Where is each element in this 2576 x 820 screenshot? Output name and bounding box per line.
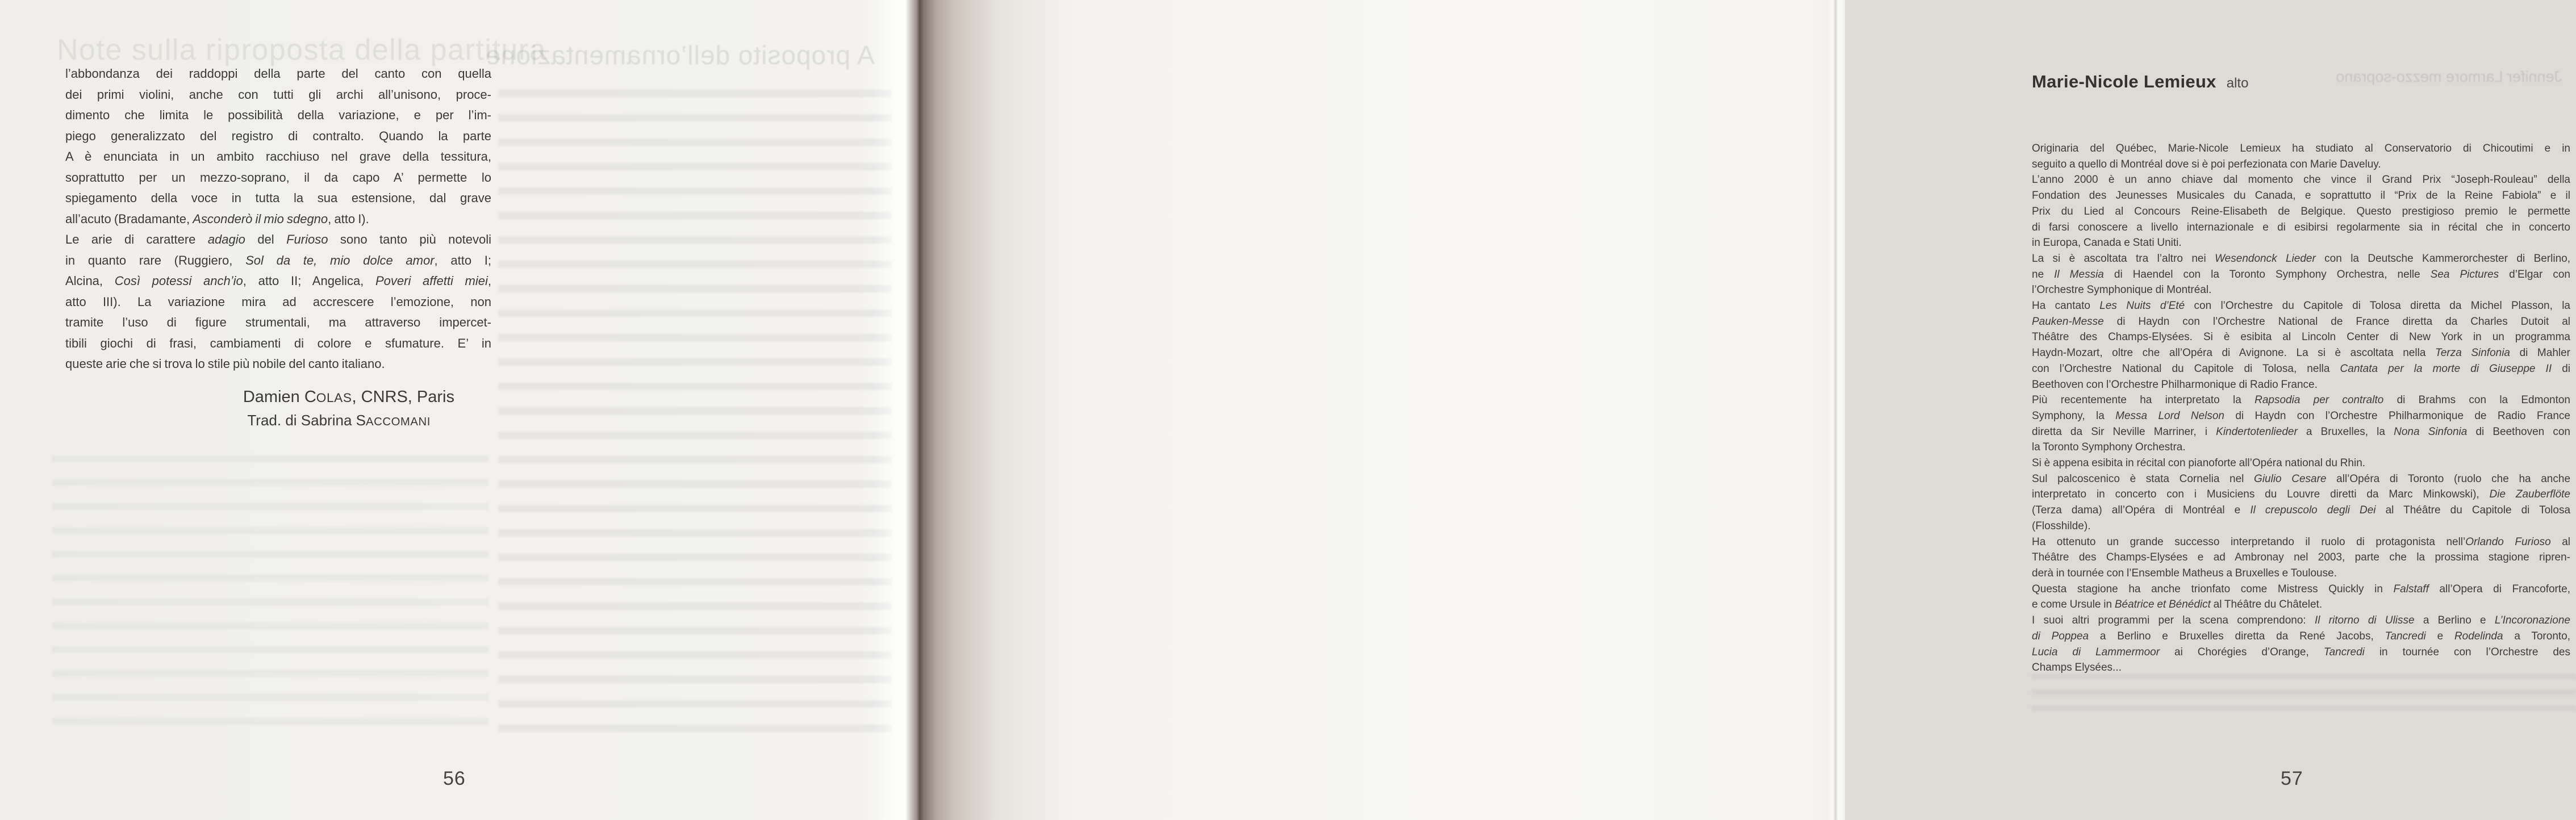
artist-name: Marie-Nicole Lemieux (2032, 72, 2216, 91)
text-line: Si è appena esibita in récital con pianoforte all’Opéra national du Rhin. (2032, 457, 2366, 470)
bleedthrough-lines-bottom-left (52, 455, 489, 737)
page-number-right: 57 (2281, 768, 2303, 789)
text-line: diretta da Sir Neville Marriner, i Kindertotenlieder a Bruxelles, la Nona Sinfonia di Beethoven con (2032, 425, 2570, 438)
bleedthrough-lines-under-text (2032, 673, 2576, 711)
text-line: dimento che limita le possibilità della variazione, e per l’im- (65, 108, 491, 122)
text-line: Symphony, la Messa Lord Nelson di Haydn con l’Orchestre Philharmonique de Radio France (2032, 409, 2570, 422)
text-line: ne Il Messia di Haendel con la Toronto Symphony Orchestra, nelle Sea Pictures d’Elgar con (2032, 268, 2570, 281)
text-line: seguito a quello di Montréal dove si è poi perfezionata con Marie Daveluy. (2032, 158, 2381, 170)
text-line: Fondation des Jeunesses Musicales du Canada, e soprattutto il “Prix de la Reine Fabiola” e il (2032, 190, 2570, 202)
text-line: in Europa, Canada e Stati Uniti. (2032, 237, 2182, 249)
bleedthrough-lines-right-column (499, 90, 892, 737)
text-line: Più recentemente ha interpretato la Rapsodia per contralto di Brahms con la Edmonton (2032, 394, 2571, 407)
ghost-title-bleedthrough: Note sulla riproposta della partitura (57, 34, 546, 66)
text-line: Champs Elysées... (2032, 662, 2122, 674)
text-line: Théâtre des Champs-Elysées. Si è esibita al Lincoln Center di New York in un programma (2032, 331, 2570, 344)
text-line: Ha ottenuto un grande successo interpretando il ruolo di protagonista nell’Orlando Furioso al (2032, 535, 2570, 548)
text-line: Alcina, Così potessi anch’io, atto II; Angelica, Poveri affetti miei, (65, 274, 491, 288)
text-line: soprattutto per un mezzo-soprano, il da capo A’ permette lo (65, 170, 491, 185)
text-line: tramite l’uso di figure strumentali, ma attraverso impercet- (65, 315, 491, 329)
signature-block (227, 387, 454, 431)
text-line: di farsi conoscere a livello internazionale e di esibirsi regolarmente sia in récital che in concerto (2032, 221, 2570, 233)
text-line: Théâtre des Champs-Elysées e ad Ambronay nel 2003, parte che la prossima stagione ripren- (2032, 551, 2570, 564)
text-line: di Poppea a Berlino e Bruxelles diretta da René Jacobs, Tancredi e Rodelinda a Toronto, (2032, 630, 2571, 642)
right-page-body-text (2032, 141, 2570, 676)
text-line: tibili giochi di frasi, cambiamenti di colore e sfumature. E’ in (65, 336, 491, 350)
text-line: l’abbondanza dei raddoppi della parte del canto con quella (65, 66, 491, 81)
author-credit: Damien COLAS, CNRS, Paris (243, 388, 454, 406)
text-line: Questa stagione ha anche trionfato come Mistress Quickly in Falstaff all’Opera di Francoforte, (2032, 583, 2570, 595)
ghost-heading-bleedthrough: A proposito dell’ornamentazione (485, 40, 875, 70)
left-page-body-text (65, 64, 491, 375)
text-line: (Flosshilde). (2032, 520, 2091, 532)
artist-header (2032, 72, 2248, 92)
page-number-left: 56 (443, 768, 466, 789)
text-line: Sul palcoscenico è stata Cornelia nel Giulio Cesare all’Opéra di Toronto (ruolo che ha anche (2032, 472, 2571, 485)
text-line: La si è ascoltata tra l’altro nei Wesendonck Lieder con la Deutsche Kammerorchester di Berlino, (2032, 252, 2570, 265)
text-line: Beethoven con l’Orchestre Philharmonique di Radio France. (2032, 378, 2318, 391)
text-line: Lucia di Lammermoor ai Chorégies d’Orange, Tancredi in tournée con l’Orchestre des (2032, 646, 2570, 658)
text-line: Prix du Lied al Concours Reine-Elisabeth de Belgique. Questo prestigioso premio le permette (2032, 205, 2570, 217)
text-line: (Terza dama) all’Opéra di Montréal e Il crepuscolo degli Dei al Théâtre du Capitole di Tolosa (2032, 504, 2571, 517)
text-line: queste arie che si trova lo stile più nobile del canto italiano. (65, 357, 385, 371)
text-line: Le arie di carattere adagio del Furioso sono tanto più notevoli (65, 232, 491, 246)
text-line: con l’Orchestre National du Capitole di Tolosa, nella Cantata per la morte di Giuseppe II di (2032, 362, 2571, 375)
text-line: interpretato in concerto con i Musiciens du Louvre diretti da Marc Minkowski), Die Zauberflöte (2032, 488, 2570, 501)
page-right (932, 0, 2571, 820)
text-line: atto III). La variazione mira ad accrescere l’emozione, non (65, 294, 491, 309)
text-line: Originaria del Québec, Marie-Nicole Lemieux ha studiato al Conservatorio di Chicoutimi e in (2032, 143, 2570, 154)
translator-credit: Trad. di Sabrina SACCOMANI (247, 412, 431, 429)
text-line: Ha cantato Les Nuits d’Eté con l’Orchestre du Capitole di Tolosa diretta da Michel Plasson, la (2032, 300, 2570, 312)
text-line: all’acuto (Bradamante, Asconderò il mio sdegno, atto I). (65, 211, 369, 226)
text-line: Pauken-Messe di Haydn con l’Orchestre National de France diretta da Charles Dutoit al (2032, 315, 2570, 328)
text-line: A è enunciata in un ambito racchiuso nel grave della tessitura, (65, 149, 491, 164)
ghost-name-bleedthrough: Jennifer Larmore mezzo-soprano (2336, 68, 2562, 85)
text-line: la Toronto Symphony Orchestra. (2032, 441, 2186, 454)
text-line: e come Ursule in Béatrice et Bénédict al Théâtre du Châtelet. (2032, 599, 2323, 611)
page-left (0, 0, 932, 820)
text-line: l’Orchestre Symphonique di Montréal. (2032, 284, 2212, 296)
text-line: L’anno 2000 è un anno chiave dal momento che vince il Grand Prix “Joseph-Rouleau” della (2032, 174, 2570, 186)
text-line: in quanto rare (Ruggiero, Sol da te, mio dolce amor, atto I; (65, 253, 491, 267)
text-line: I suoi altri programmi per la scena comprendono: Il ritorno di Ulisse a Berlino e L’Incoronazione (2032, 614, 2570, 627)
text-line: dei primi violini, anche con tutti gli archi all’unisono, proce- (65, 87, 491, 102)
text-line: Haydn-Mozart, oltre che all’Opéra di Avignone. La si è ascoltata nella Terza Sinfonia di Mahler (2032, 347, 2571, 359)
voice-type-label: alto (2226, 76, 2249, 91)
text-line: piego generalizzato del registro di contralto. Quando la parte (65, 128, 491, 143)
text-line: derà in tournée con l’Ensemble Matheus a Bruxelles e Toulouse. (2032, 567, 2337, 579)
text-line: spiegamento della voce in tutta la sua estensione, dal grave (65, 191, 491, 205)
